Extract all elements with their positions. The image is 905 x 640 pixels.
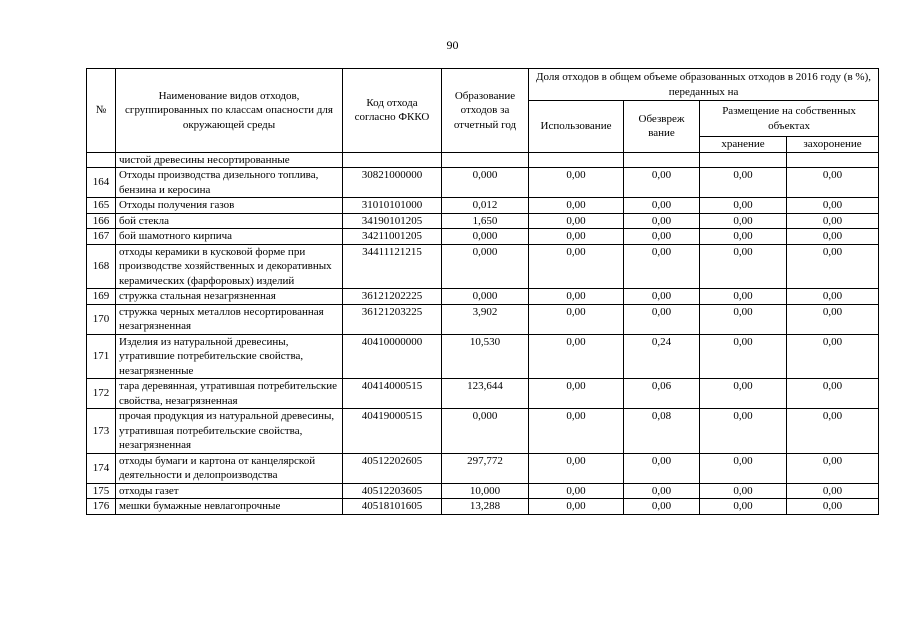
row-num: 167 <box>87 229 116 245</box>
row-num: 176 <box>87 499 116 515</box>
row-burial: 0,00 <box>787 198 879 214</box>
row-burial: 0,00 <box>787 229 879 245</box>
row-burial: 0,00 <box>787 304 879 334</box>
table-row <box>87 409 879 454</box>
row-num: 175 <box>87 483 116 499</box>
row-generated: 0,000 <box>442 244 529 289</box>
row-usage: 0,00 <box>529 289 624 305</box>
header-generated: Образование отходов за отчетный год <box>442 69 529 153</box>
row-usage: 0,00 <box>529 334 624 379</box>
header-placement: Размещение на собственных объектах <box>700 101 879 137</box>
row-code: 34411121215 <box>343 244 442 289</box>
row-burial: 0,00 <box>787 289 879 305</box>
row-generated: 123,644 <box>442 379 529 409</box>
row-neutralization: 0,00 <box>624 304 700 334</box>
row-num <box>87 152 116 168</box>
row-burial: 0,00 <box>787 168 879 198</box>
row-num: 164 <box>87 168 116 198</box>
header-neutralization: Обезвреж вание <box>624 101 700 153</box>
row-name: чистой древесины несортированные <box>116 152 343 168</box>
row-usage: 0,00 <box>529 198 624 214</box>
row-storage: 0,00 <box>700 304 787 334</box>
row-neutralization: 0,08 <box>624 409 700 454</box>
page-number: 90 <box>446 38 459 52</box>
row-burial <box>787 152 879 168</box>
row-usage: 0,00 <box>529 213 624 229</box>
row-generated: 13,288 <box>442 499 529 515</box>
table-row <box>87 379 879 409</box>
table-row <box>87 229 879 245</box>
row-code: 36121202225 <box>343 289 442 305</box>
row-burial: 0,00 <box>787 483 879 499</box>
row-storage: 0,00 <box>700 244 787 289</box>
row-usage: 0,00 <box>529 168 624 198</box>
row-neutralization: 0,00 <box>624 289 700 305</box>
row-storage <box>700 152 787 168</box>
continuation-row <box>87 152 879 168</box>
row-code: 40419000515 <box>343 409 442 454</box>
row-burial: 0,00 <box>787 334 879 379</box>
row-burial: 0,00 <box>787 213 879 229</box>
row-generated: 1,650 <box>442 213 529 229</box>
table-row <box>87 453 879 483</box>
row-generated: 0,012 <box>442 198 529 214</box>
row-neutralization: 0,00 <box>624 213 700 229</box>
row-storage: 0,00 <box>700 289 787 305</box>
table-row <box>87 334 879 379</box>
row-neutralization: 0,00 <box>624 499 700 515</box>
row-storage: 0,00 <box>700 334 787 379</box>
row-storage: 0,00 <box>700 409 787 454</box>
row-num: 165 <box>87 198 116 214</box>
row-generated: 10,000 <box>442 483 529 499</box>
row-num: 169 <box>87 289 116 305</box>
row-name: Отходы производства дизельного топлива, бензина и керосина <box>116 168 343 198</box>
row-usage: 0,00 <box>529 453 624 483</box>
row-code: 40518101605 <box>343 499 442 515</box>
table-row <box>87 304 879 334</box>
table-row <box>87 499 879 515</box>
row-code: 36121203225 <box>343 304 442 334</box>
row-code: 34190101205 <box>343 213 442 229</box>
row-name: мешки бумажные невлагопрочные <box>116 499 343 515</box>
row-generated: 0,000 <box>442 229 529 245</box>
row-storage: 0,00 <box>700 213 787 229</box>
row-name: прочая продукция из натуральной древесины, утратившая потребительские свойства, незагрязненная <box>116 409 343 454</box>
row-usage: 0,00 <box>529 409 624 454</box>
row-usage: 0,00 <box>529 244 624 289</box>
header-share: Доля отходов в общем объеме образованных отходов в 2016 году (в %), переданных на <box>529 69 879 101</box>
row-neutralization: 0,00 <box>624 198 700 214</box>
row-usage: 0,00 <box>529 499 624 515</box>
row-code <box>343 152 442 168</box>
row-neutralization: 0,06 <box>624 379 700 409</box>
row-num: 171 <box>87 334 116 379</box>
row-storage: 0,00 <box>700 198 787 214</box>
row-code: 31010101000 <box>343 198 442 214</box>
row-name: бой шамотного кирпича <box>116 229 343 245</box>
row-name: отходы керамики в кусковой форме при производстве хозяйственных и декоративных керамических (фарфоровых) изделий <box>116 244 343 289</box>
header-storage: хранение <box>700 137 787 153</box>
row-num: 172 <box>87 379 116 409</box>
row-usage <box>529 152 624 168</box>
header-code: Код отхода согласно ФККО <box>343 69 442 153</box>
row-usage: 0,00 <box>529 483 624 499</box>
row-code: 34211001205 <box>343 229 442 245</box>
row-neutralization: 0,24 <box>624 334 700 379</box>
row-code: 30821000000 <box>343 168 442 198</box>
row-usage: 0,00 <box>529 304 624 334</box>
row-name: Отходы получения газов <box>116 198 343 214</box>
row-code: 40410000000 <box>343 334 442 379</box>
row-neutralization: 0,00 <box>624 229 700 245</box>
row-name: бой стекла <box>116 213 343 229</box>
row-burial: 0,00 <box>787 453 879 483</box>
row-name: стружка черных металлов несортированная незагрязненная <box>116 304 343 334</box>
header-name: Наименование видов отходов, сгруппированных по классам опасности для окружающей среды <box>116 69 343 153</box>
table-row <box>87 244 879 289</box>
row-neutralization: 0,00 <box>624 244 700 289</box>
row-storage: 0,00 <box>700 453 787 483</box>
row-neutralization: 0,00 <box>624 168 700 198</box>
row-generated: 10,530 <box>442 334 529 379</box>
row-generated: 0,000 <box>442 168 529 198</box>
row-num: 168 <box>87 244 116 289</box>
row-storage: 0,00 <box>700 499 787 515</box>
row-num: 166 <box>87 213 116 229</box>
table-row <box>87 483 879 499</box>
row-name: стружка стальная незагрязненная <box>116 289 343 305</box>
row-generated: 0,000 <box>442 409 529 454</box>
row-burial: 0,00 <box>787 379 879 409</box>
row-name: тара деревянная, утратившая потребительские свойства, незагрязненная <box>116 379 343 409</box>
row-burial: 0,00 <box>787 409 879 454</box>
header-burial: захоронение <box>787 137 879 153</box>
row-num: 174 <box>87 453 116 483</box>
row-generated <box>442 152 529 168</box>
row-burial: 0,00 <box>787 499 879 515</box>
row-name: Изделия из натуральной древесины, утратившие потребительские свойства, незагрязненные <box>116 334 343 379</box>
row-usage: 0,00 <box>529 229 624 245</box>
table-row <box>87 198 879 214</box>
row-num: 170 <box>87 304 116 334</box>
row-storage: 0,00 <box>700 483 787 499</box>
row-name: отходы бумаги и картона от канцелярской деятельности и делопроизводства <box>116 453 343 483</box>
row-code: 40512202605 <box>343 453 442 483</box>
row-code: 40512203605 <box>343 483 442 499</box>
header-num: № <box>87 69 116 153</box>
row-generated: 297,772 <box>442 453 529 483</box>
row-storage: 0,00 <box>700 379 787 409</box>
waste-table <box>86 68 879 515</box>
row-generated: 0,000 <box>442 289 529 305</box>
row-num: 173 <box>87 409 116 454</box>
row-burial: 0,00 <box>787 244 879 289</box>
row-name: отходы газет <box>116 483 343 499</box>
table-body <box>87 152 879 514</box>
table-row <box>87 168 879 198</box>
row-storage: 0,00 <box>700 229 787 245</box>
table-row <box>87 289 879 305</box>
table-row <box>87 213 879 229</box>
row-neutralization: 0,00 <box>624 453 700 483</box>
header-usage: Использование <box>529 101 624 153</box>
row-code: 40414000515 <box>343 379 442 409</box>
row-generated: 3,902 <box>442 304 529 334</box>
row-storage: 0,00 <box>700 168 787 198</box>
row-usage: 0,00 <box>529 379 624 409</box>
row-neutralization: 0,00 <box>624 483 700 499</box>
table-header <box>87 69 879 153</box>
row-neutralization <box>624 152 700 168</box>
